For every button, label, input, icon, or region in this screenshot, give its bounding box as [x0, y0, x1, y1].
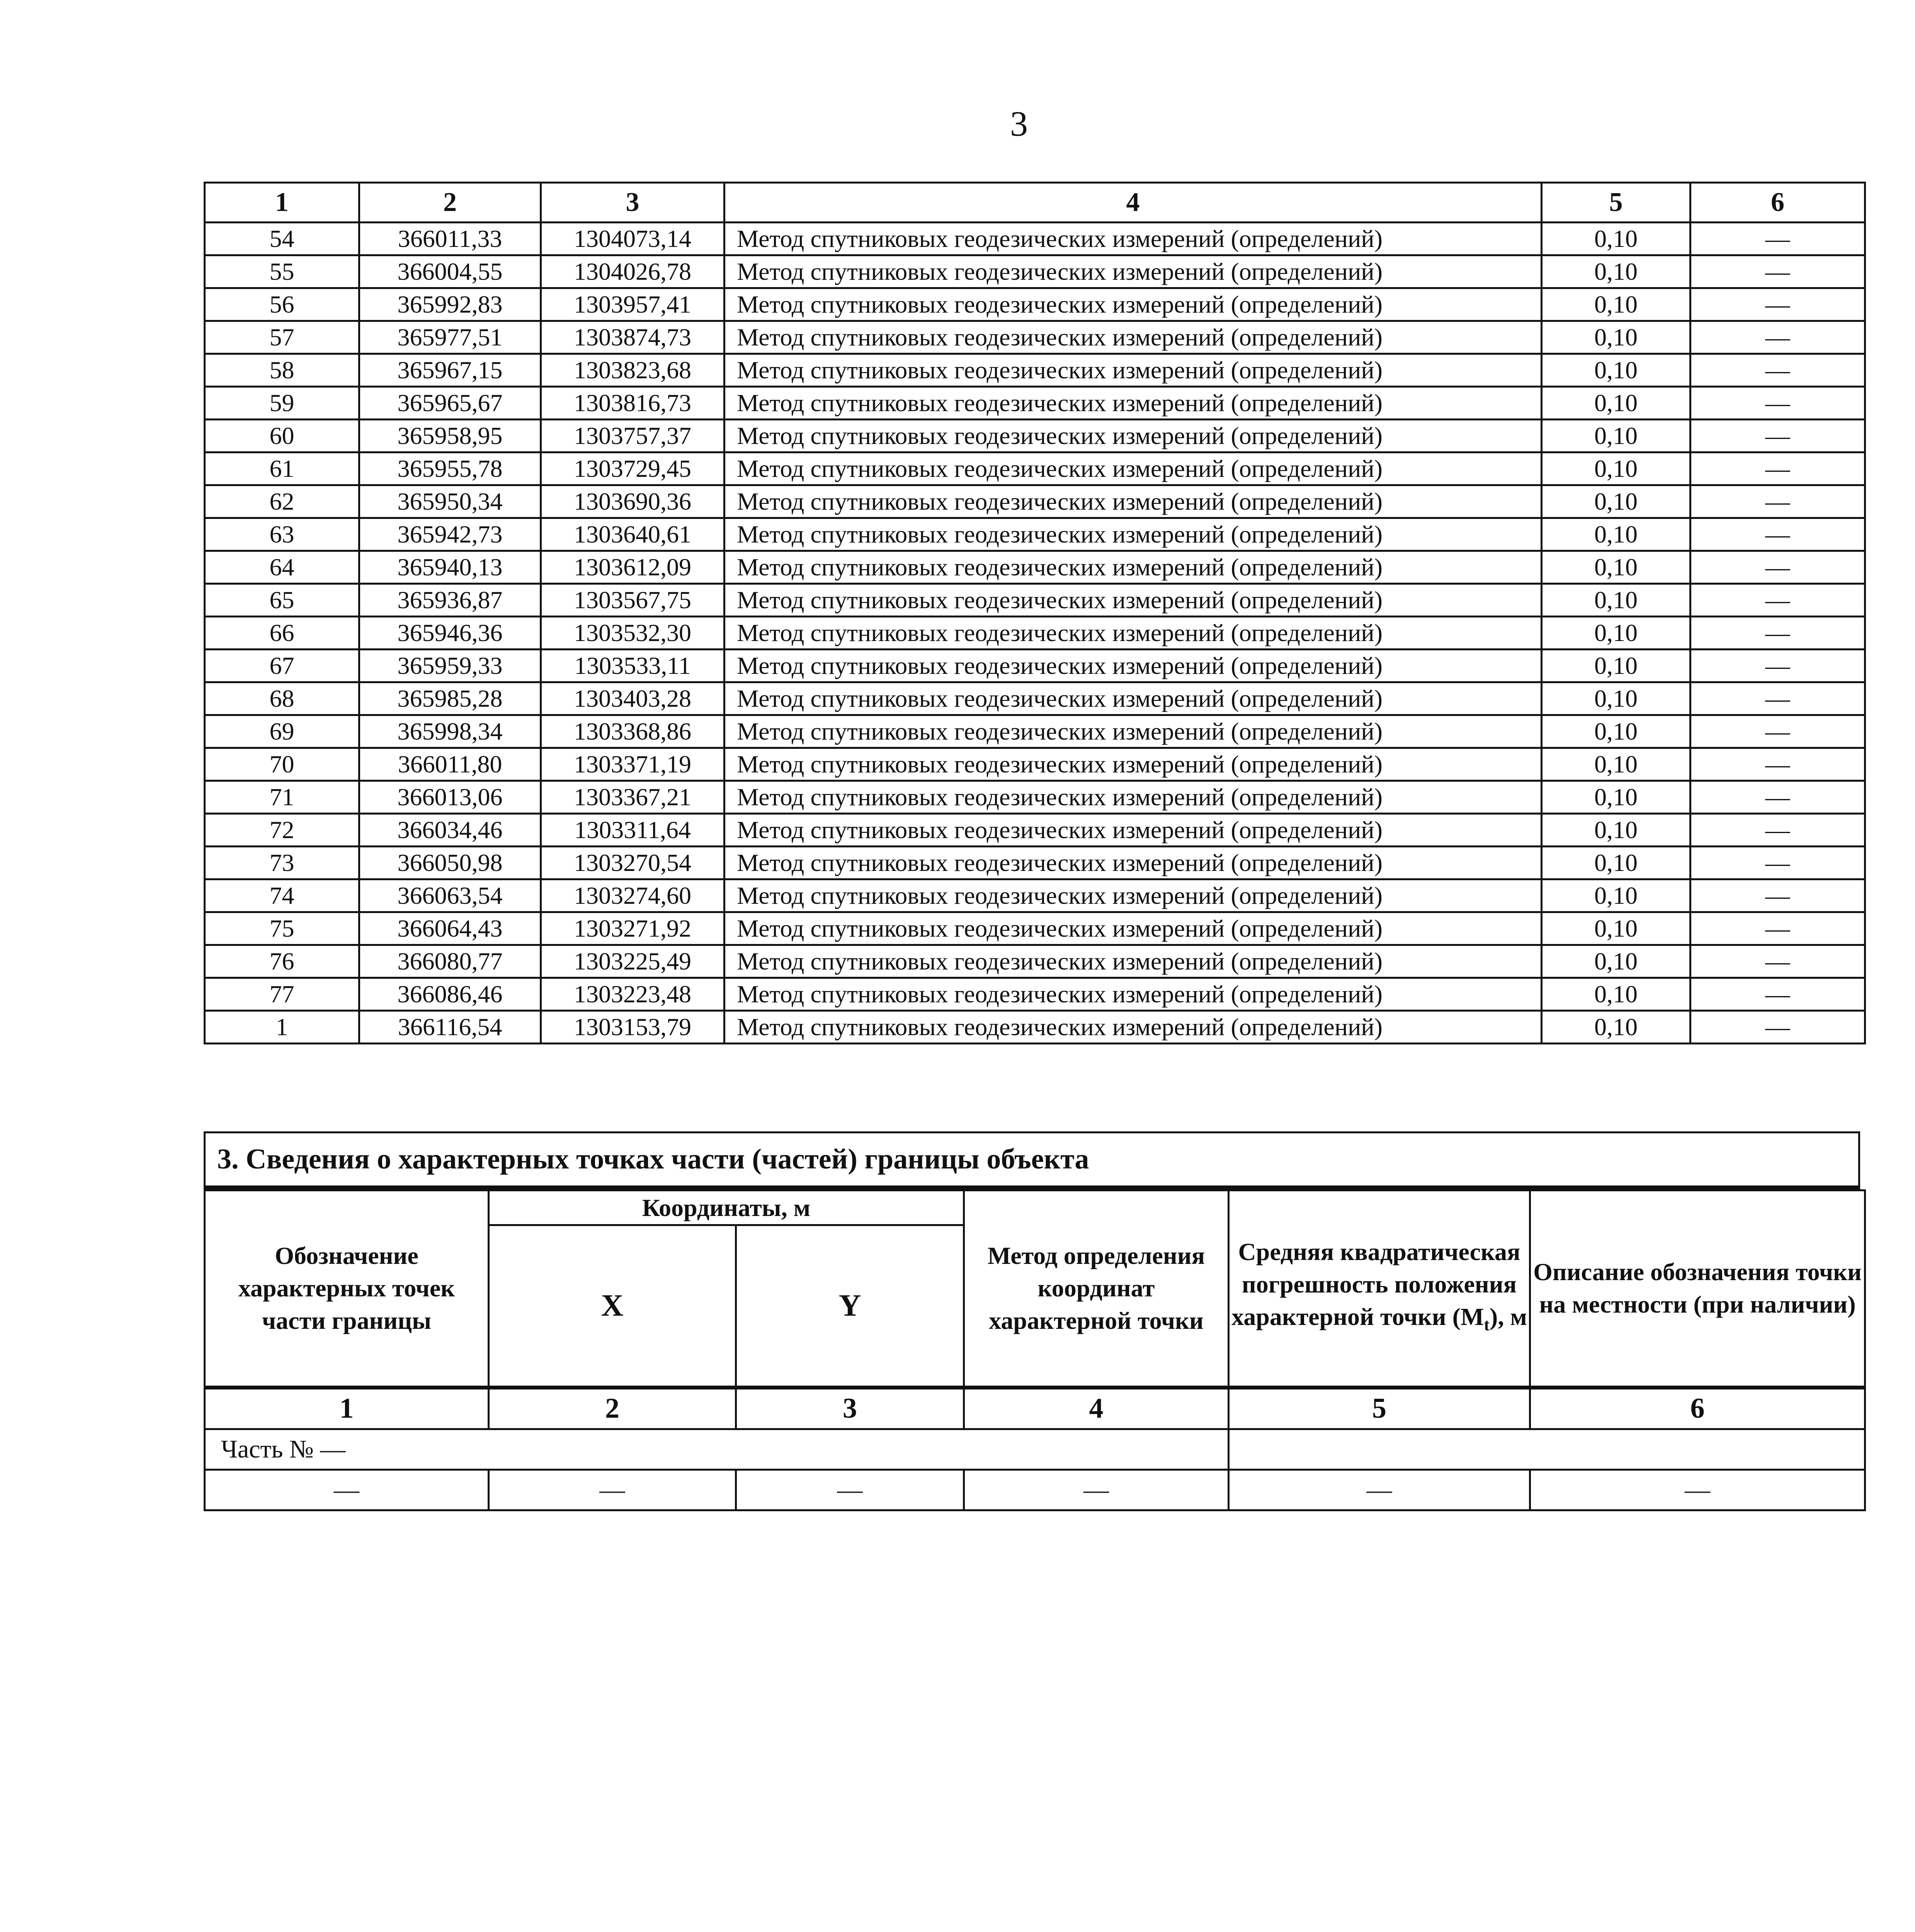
table-cell: 0,10: [1542, 485, 1691, 518]
table-cell: 68: [205, 682, 359, 715]
boundary-points-table: [204, 182, 1866, 1044]
table-cell: 0,10: [1542, 387, 1691, 420]
table-cell: Метод спутниковых геодезических измерений (определений): [725, 387, 1542, 420]
table-cell: Метод спутниковых геодезических измерений (определений): [725, 321, 1542, 354]
table-cell: Метод спутниковых геодезических измерений (определений): [725, 485, 1542, 518]
header-row: [205, 1190, 1865, 1225]
table-row: [205, 584, 1865, 617]
table-row: [205, 485, 1865, 518]
table-cell: 0,10: [1542, 748, 1691, 781]
y-header: Y: [736, 1225, 964, 1388]
table-row: [205, 1011, 1865, 1044]
table-cell: 366011,80: [359, 748, 541, 781]
table-cell: 0,10: [1542, 682, 1691, 715]
table-cell: —: [1691, 485, 1865, 518]
table-cell: 365992,83: [359, 288, 541, 321]
table-cell: 365936,87: [359, 584, 541, 617]
table-cell: 365950,34: [359, 485, 541, 518]
table-row: [205, 420, 1865, 452]
table-cell: 0,10: [1542, 912, 1691, 945]
table-cell: 71: [205, 781, 359, 814]
table-cell: 1303612,09: [541, 551, 725, 584]
table-cell: 1303874,73: [541, 321, 725, 354]
table-cell: 0,10: [1542, 551, 1691, 584]
table-row: [205, 255, 1865, 288]
part-boundary-points-table: [204, 1189, 1866, 1511]
method-header: Метод определения координат характерной точки: [964, 1190, 1229, 1388]
table-cell: 0,10: [1542, 945, 1691, 978]
table-cell: 60: [205, 420, 359, 452]
table-cell: —: [1691, 978, 1865, 1011]
page-number: 3: [1010, 104, 1028, 143]
section-3-title: 3. Сведения о характерных точках части (частей) границы объекта: [204, 1131, 1860, 1189]
table-row: [205, 847, 1865, 879]
table-cell: —: [1691, 452, 1865, 485]
column-header: 5: [1542, 183, 1691, 223]
table-cell: Метод спутниковых геодезических измерений (определений): [725, 584, 1542, 617]
table-cell: —: [1691, 1011, 1865, 1044]
table-cell: 59: [205, 387, 359, 420]
column-header: 4: [725, 183, 1542, 223]
table-cell: 1303371,19: [541, 748, 725, 781]
table-cell: —: [1691, 715, 1865, 748]
error-header-main: Средняя квадратическая погрешность положения характерной точки (M: [1231, 1238, 1520, 1330]
designation-header: Обозначение характерных точек части границы: [205, 1190, 489, 1388]
table-row: [205, 650, 1865, 682]
column-number: 6: [1530, 1388, 1865, 1429]
table-cell: 69: [205, 715, 359, 748]
table-cell: 58: [205, 354, 359, 387]
table-cell: 1303533,11: [541, 650, 725, 682]
table-cell: 366050,98: [359, 847, 541, 879]
table-cell: —: [1229, 1469, 1530, 1510]
table-cell: —: [1691, 945, 1865, 978]
table-cell: 61: [205, 452, 359, 485]
table-cell: Метод спутниковых геодезических измерений (определений): [725, 682, 1542, 715]
column-number: 2: [489, 1388, 736, 1429]
table-cell: —: [1691, 682, 1865, 715]
table-cell: 0,10: [1542, 978, 1691, 1011]
table-cell: 1303271,92: [541, 912, 725, 945]
table-cell: 1303223,48: [541, 978, 725, 1011]
table-cell: 77: [205, 978, 359, 1011]
table-cell: 56: [205, 288, 359, 321]
table-cell: 1303368,86: [541, 715, 725, 748]
table-cell: 72: [205, 814, 359, 847]
table-cell: —: [1691, 617, 1865, 650]
table-cell: Метод спутниковых геодезических измерений (определений): [725, 945, 1542, 978]
table-cell: 70: [205, 748, 359, 781]
table-cell: 1304073,14: [541, 223, 725, 255]
table-cell: 0,10: [1542, 847, 1691, 879]
table-cell: Метод спутниковых геодезических измерений (определений): [725, 847, 1542, 879]
table-cell: 365955,78: [359, 452, 541, 485]
table-row: [205, 879, 1865, 912]
table-row: [205, 814, 1865, 847]
table-cell: 1303274,60: [541, 879, 725, 912]
table-cell: —: [1691, 518, 1865, 551]
table-cell: Метод спутниковых геодезических измерений (определений): [725, 650, 1542, 682]
error-header-subscript: t: [1484, 1315, 1490, 1334]
table-cell: 365977,51: [359, 321, 541, 354]
table-cell: Метод спутниковых геодезических измерений (определений): [725, 879, 1542, 912]
table-cell: Метод спутниковых геодезических измерений (определений): [725, 748, 1542, 781]
table-cell: 0,10: [1542, 715, 1691, 748]
table-row: [205, 321, 1865, 354]
table-row: [205, 748, 1865, 781]
table-cell: Метод спутниковых геодезических измерений (определений): [725, 354, 1542, 387]
table-cell: 1303270,54: [541, 847, 725, 879]
table-cell: Метод спутниковых геодезических измерений (определений): [725, 912, 1542, 945]
table-cell: 1303153,79: [541, 1011, 725, 1044]
table-row: [205, 354, 1865, 387]
table-cell: 54: [205, 223, 359, 255]
table-cell: 66: [205, 617, 359, 650]
column-header: 3: [541, 183, 725, 223]
column-header: 1: [205, 183, 359, 223]
table-cell: 0,10: [1542, 518, 1691, 551]
table-cell: —: [1691, 879, 1865, 912]
table-row: [205, 912, 1865, 945]
table-cell: 365959,33: [359, 650, 541, 682]
description-header: Описание обозначения точки на местности (при наличии): [1530, 1190, 1865, 1388]
table-cell: 0,10: [1542, 1011, 1691, 1044]
table-cell: Метод спутниковых геодезических измерений (определений): [725, 715, 1542, 748]
table-row: [205, 387, 1865, 420]
table-cell: 76: [205, 945, 359, 978]
column-numbers-row: [205, 1388, 1865, 1429]
table-cell: 55: [205, 255, 359, 288]
table-cell: —: [1691, 387, 1865, 420]
table-cell: Метод спутниковых геодезических измерений (определений): [725, 452, 1542, 485]
column-number: 5: [1229, 1388, 1530, 1429]
column-header: 6: [1691, 183, 1865, 223]
table-cell: —: [1691, 814, 1865, 847]
table-cell: —: [1691, 551, 1865, 584]
table-cell: 1303729,45: [541, 452, 725, 485]
table-row: [205, 978, 1865, 1011]
table-cell: 366116,54: [359, 1011, 541, 1044]
table-cell: 64: [205, 551, 359, 584]
table-cell: 1304026,78: [541, 255, 725, 288]
table-cell: 1303567,75: [541, 584, 725, 617]
table-cell: Метод спутниковых геодезических измерений (определений): [725, 1011, 1542, 1044]
table-cell: Метод спутниковых геодезических измерений (определений): [725, 288, 1542, 321]
table-row: [205, 715, 1865, 748]
table-cell: 1303367,21: [541, 781, 725, 814]
table-cell: Метод спутниковых геодезических измерений (определений): [725, 978, 1542, 1011]
table-cell: 0,10: [1542, 452, 1691, 485]
table-cell: Метод спутниковых геодезических измерений (определений): [725, 781, 1542, 814]
table-cell: 366086,46: [359, 978, 541, 1011]
table-cell: —: [1691, 321, 1865, 354]
table-cell: —: [1691, 781, 1865, 814]
table-cell: 366011,33: [359, 223, 541, 255]
table-cell: 366064,43: [359, 912, 541, 945]
table-cell: —: [205, 1469, 489, 1510]
table-cell: —: [1691, 847, 1865, 879]
table-cell: 365946,36: [359, 617, 541, 650]
table-cell: 366034,46: [359, 814, 541, 847]
table-cell: 0,10: [1542, 223, 1691, 255]
table-cell: 0,10: [1542, 420, 1691, 452]
table-cell: 0,10: [1542, 814, 1691, 847]
part-row: [205, 1429, 1865, 1469]
table-cell: 65: [205, 584, 359, 617]
table-cell: 0,10: [1542, 321, 1691, 354]
table-cell: 62: [205, 485, 359, 518]
table-cell: Метод спутниковых геодезических измерений (определений): [725, 617, 1542, 650]
table-cell: —: [1530, 1469, 1865, 1510]
table-cell: 0,10: [1542, 288, 1691, 321]
table-row: [205, 288, 1865, 321]
table-cell: —: [1691, 748, 1865, 781]
table-cell: Метод спутниковых геодезических измерений (определений): [725, 518, 1542, 551]
table-cell: 1303403,28: [541, 682, 725, 715]
table-cell: 365967,15: [359, 354, 541, 387]
table-cell: Метод спутниковых геодезических измерений (определений): [725, 223, 1542, 255]
table-cell: 365940,13: [359, 551, 541, 584]
table-cell: —: [1691, 584, 1865, 617]
table-cell: 1303816,73: [541, 387, 725, 420]
table-cell: 1303690,36: [541, 485, 725, 518]
table-cell: 0,10: [1542, 255, 1691, 288]
table-cell: Метод спутниковых геодезических измерений (определений): [725, 420, 1542, 452]
table-cell: 365958,95: [359, 420, 541, 452]
table-cell: Метод спутниковых геодезических измерений (определений): [725, 255, 1542, 288]
table-cell: 57: [205, 321, 359, 354]
table-cell: 1303757,37: [541, 420, 725, 452]
table-cell: 366013,06: [359, 781, 541, 814]
table-cell: 73: [205, 847, 359, 879]
table-cell: 366080,77: [359, 945, 541, 978]
table-cell: —: [1691, 255, 1865, 288]
table-cell: —: [736, 1469, 964, 1510]
table-cell: —: [489, 1469, 736, 1510]
table-row: [205, 223, 1865, 255]
table-cell: Метод спутниковых геодезических измерений (определений): [725, 814, 1542, 847]
x-header: X: [489, 1225, 736, 1388]
error-header-tail: ), м: [1490, 1303, 1527, 1330]
coordinates-header: Координаты, м: [489, 1190, 964, 1225]
column-header: 2: [359, 183, 541, 223]
table-cell: 365965,67: [359, 387, 541, 420]
table-row: [205, 452, 1865, 485]
table-cell: 1303640,61: [541, 518, 725, 551]
table-cell: —: [1691, 354, 1865, 387]
table-cell: 0,10: [1542, 617, 1691, 650]
table-cell: —: [1691, 420, 1865, 452]
table-row: [205, 781, 1865, 814]
table-cell: 1303957,41: [541, 288, 725, 321]
table-cell: 0,10: [1542, 879, 1691, 912]
table-row: [205, 617, 1865, 650]
table-cell: 0,10: [1542, 781, 1691, 814]
table-cell: Метод спутниковых геодезических измерений (определений): [725, 551, 1542, 584]
table-cell: 75: [205, 912, 359, 945]
column-number: 4: [964, 1388, 1229, 1429]
table-row: [205, 551, 1865, 584]
table-cell: 1: [205, 1011, 359, 1044]
part-label: Часть № —: [205, 1429, 1229, 1469]
table-cell: 366004,55: [359, 255, 541, 288]
table-cell: 365998,34: [359, 715, 541, 748]
column-number: 3: [736, 1388, 964, 1429]
table-body: [205, 223, 1865, 1044]
error-header: [1229, 1190, 1530, 1388]
table-cell: —: [1691, 650, 1865, 682]
table-row: [205, 1469, 1865, 1510]
table-cell: 0,10: [1542, 584, 1691, 617]
table-cell: 365985,28: [359, 682, 541, 715]
table-cell: 63: [205, 518, 359, 551]
table-cell: 0,10: [1542, 650, 1691, 682]
table-cell: 0,10: [1542, 354, 1691, 387]
table-cell: 1303532,30: [541, 617, 725, 650]
table-cell: 1303311,64: [541, 814, 725, 847]
table-cell: 74: [205, 879, 359, 912]
part-empty-cell: [1229, 1429, 1865, 1469]
table-cell: —: [1691, 223, 1865, 255]
table-cell: —: [964, 1469, 1229, 1510]
table-cell: 1303225,49: [541, 945, 725, 978]
table-cell: —: [1691, 912, 1865, 945]
column-number: 1: [205, 1388, 489, 1429]
table-cell: 1303823,68: [541, 354, 725, 387]
table-row: [205, 945, 1865, 978]
table-cell: 366063,54: [359, 879, 541, 912]
table-header-row: [205, 183, 1865, 223]
table-cell: —: [1691, 288, 1865, 321]
table-row: [205, 518, 1865, 551]
table-cell: 67: [205, 650, 359, 682]
table-row: [205, 682, 1865, 715]
table-cell: 365942,73: [359, 518, 541, 551]
